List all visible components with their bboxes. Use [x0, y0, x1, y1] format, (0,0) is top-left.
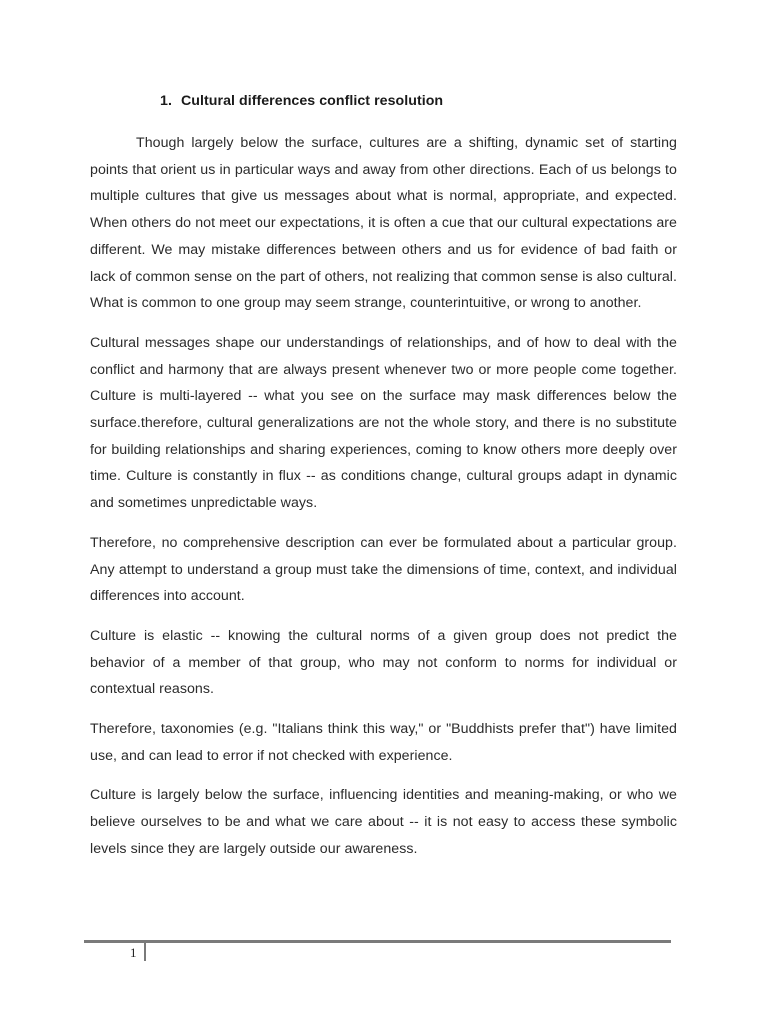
paragraph-3: Therefore, no comprehensive description can ever be formulated about a particular group. Any attempt to understand a group must take the dimensions of time, context, and individual differences into account.	[90, 534, 677, 605]
paragraph-4: Culture is elastic -- knowing the cultural norms of a given group does not predict the behavior of a member of that group, who may not conform to norms for individual or contextual reasons.	[90, 627, 677, 698]
section-heading	[160, 93, 443, 109]
paragraph-2: Cultural messages shape our understandings of relationships, and of how to deal with the conflict and harmony that are always present whenever two or more people come together. Culture is multi-layered -- what you see on the surface may mask differences below the surface.therefore, cultural generalizations are not the whole story, and there is no substitute for building relationships and sharing experiences, coming to know others more deeply over time. Culture is constantly in flux -- as conditions change, cultural groups adapt in dynamic and sometimes unpredictable ways.	[90, 334, 677, 512]
paragraph-6: Culture is largely below the surface, influencing identities and meaning-making, or who we believe ourselves to be and what we care about -- it is not easy to access these symbolic levels since they are largely outside our awareness.	[90, 787, 677, 857]
section-title: Cultural differences conflict resolution	[181, 93, 444, 109]
footer-divider	[84, 940, 671, 943]
page-number: 1	[130, 945, 137, 960]
paragraph-5: Therefore, taxonomies (e.g. "Italians think this way," or "Buddhists prefer that") have limited use, and can lead to error if not checked with experience.	[90, 721, 677, 764]
section-number: 1.	[160, 93, 172, 109]
paragraph-1: Though largely below the surface, cultures are a shifting, dynamic set of starting points that orient us in particular ways and away from other directions. Each of us belongs to multiple cultures that give us messages about what is normal, appropriate, and expected. When others do not meet our expectations, it is often a cue that our cultural expectations are different. We may mistake differences between others and us for evidence of bad faith or lack of common sense on the part of others, not realizing that common sense is also cultural. What is common to one group may seem strange, counterintuitive, or wrong to another.	[90, 135, 677, 312]
body-text	[90, 130, 677, 876]
page-number-divider	[144, 943, 146, 961]
